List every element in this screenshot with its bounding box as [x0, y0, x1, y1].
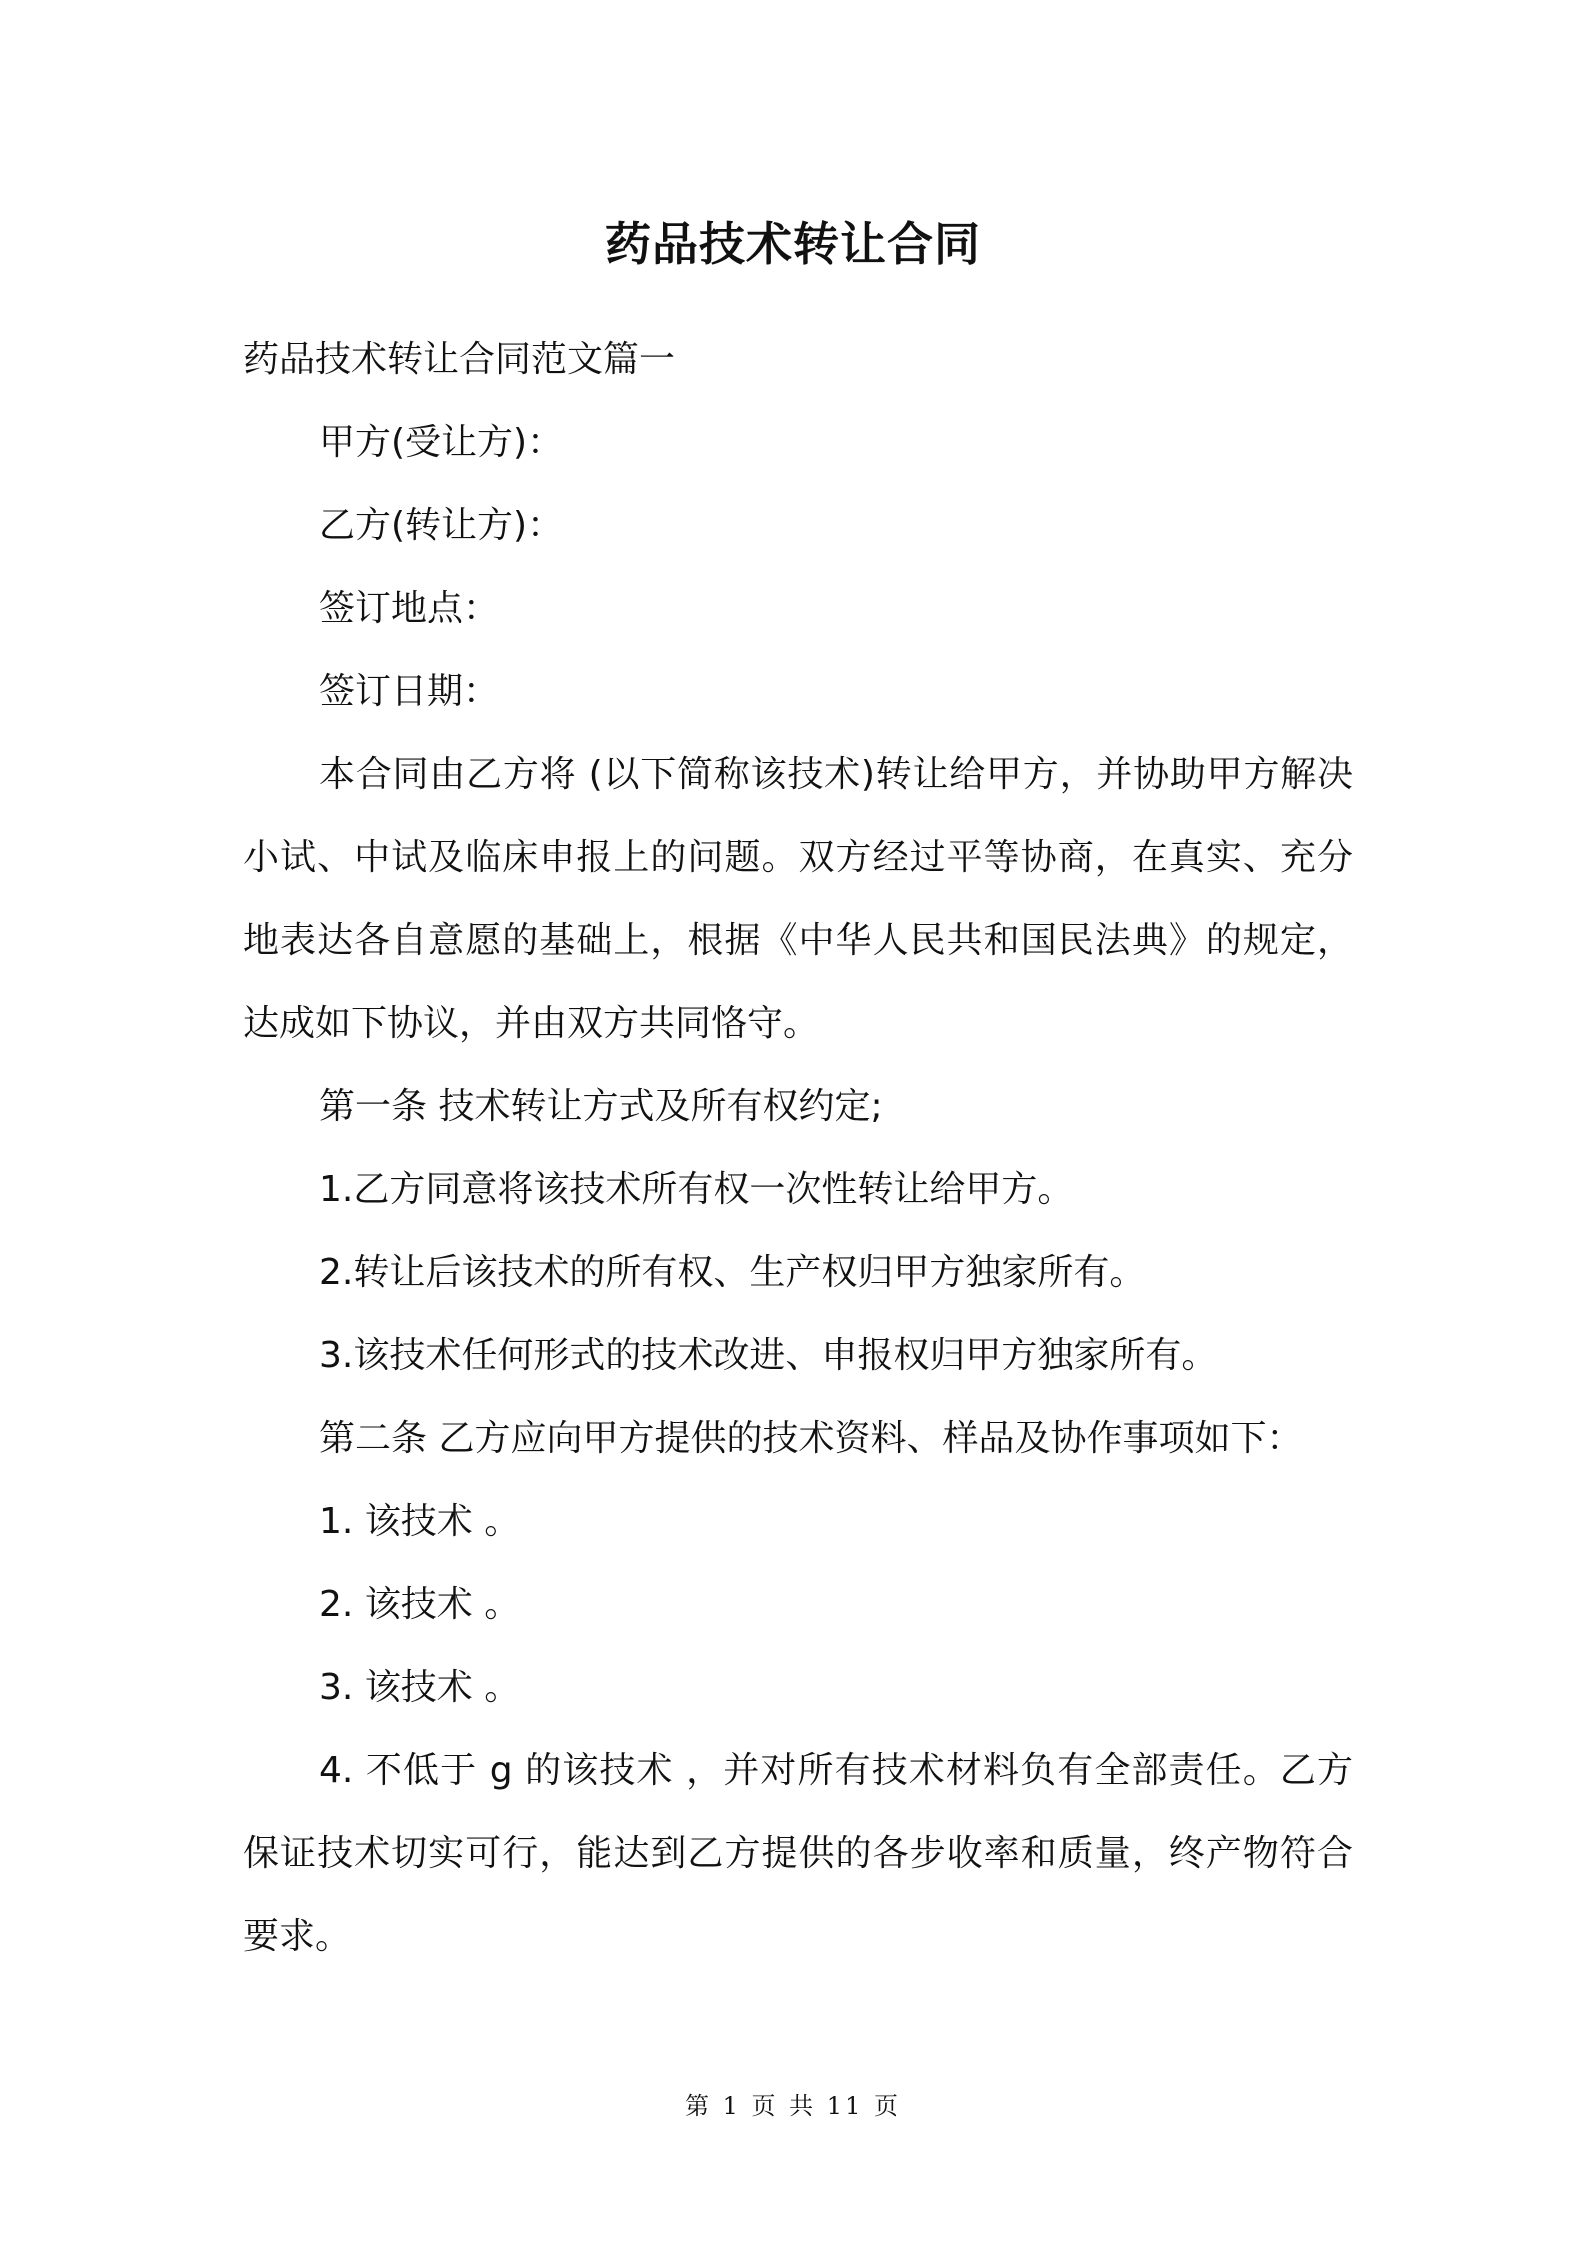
- article-two-item-1: 1. 该技术 。: [319, 1501, 521, 1542]
- article-two-item-2: 2. 该技术 。: [319, 1584, 521, 1625]
- party-b-line: 乙方(转让方)：: [319, 505, 564, 546]
- document-title: 药品技术转让合同: [605, 217, 981, 271]
- subtitle: 药品技术转让合同范文篇一: [243, 339, 676, 380]
- article-two-item-4: 4. 不低于 g 的该技术 ，并对所有技术材料负有全部责任。乙方保证技术切实可行，能达到乙方提供的各步收率和质量，终产物符合 要求。: [243, 1750, 1353, 1957]
- article-two-heading: 第二条 乙方应向甲方提供的技术资料、样品及协作事项如下：: [319, 1418, 1303, 1459]
- signing-date-line: 签订日期：: [319, 671, 500, 712]
- signing-place-line: 签订地点：: [319, 588, 500, 629]
- article-two-item-3: 3. 该技术 。: [319, 1667, 521, 1708]
- article-one-heading: 第一条 技术转让方式及所有权约定;: [319, 1086, 883, 1127]
- preamble-paragraph: 本合同由乙方将 (以下简称该技术)转让给甲方，并协助甲方解决小试、中试及临床申报上的问题。双方经过平等协商，在真实、充分地表达各自意愿的基础上，根据《中华人民共和国民法典》的规定，达成如下协议，并由双方共同恪守。: [243, 754, 1353, 1044]
- article-one-item-1: 1.乙方同意将该技术所有权一次性转让给甲方。: [319, 1169, 1074, 1210]
- article-one-item-3: 3.该技术任何形式的技术改进、申报权归甲方独家所有。: [319, 1335, 1218, 1376]
- document-body: [243, 318, 1353, 1978]
- party-a-line: 甲方(受让方)：: [319, 422, 564, 463]
- page-number-footer: 第 1 页 共 11 页: [685, 2092, 901, 2120]
- article-one-item-2: 2.转让后该技术的所有权、生产权归甲方独家所有。: [319, 1252, 1146, 1293]
